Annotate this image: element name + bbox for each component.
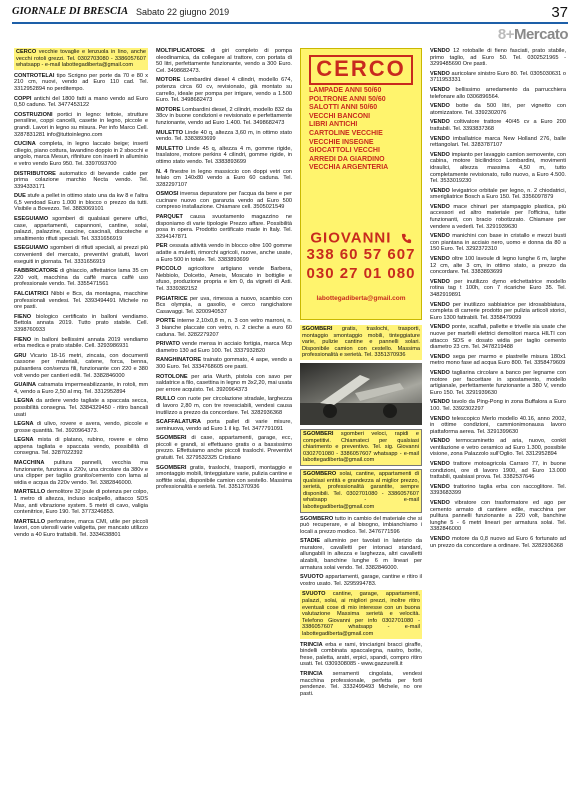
ad-keyword: VENDO bbox=[430, 119, 450, 126]
ad-text: gratis, traslochi, trasporti, montaggio smontaggio mobili, tinteggiature varie, pulizie cantine e pannelli solari. Disponibile camion con cestello. Massima professionalità e serietà. Tel. 3351370936 bbox=[302, 326, 420, 359]
ad-text: cantine, garage, appartamenti, palazzi, solai, ai migliori prezzi, inoltre ritiro eventuali cose di mio interesse con un buona valutazione Massima serietà e velocità. Telefono Giovanni per info 0302701080 - 3386057607 whatsapp - e-mail labottegadiberta@gmail.com bbox=[302, 591, 420, 637]
ad-keyword: COPPI bbox=[14, 95, 32, 102]
ad-keyword: FALCIATRICI bbox=[14, 291, 49, 297]
ad-text: manichini con base in cristallo e mezzi busti con piantana in acciaio nero, uomo e donna da 80 a 150 Euro. Tel. 3292372310 bbox=[430, 233, 566, 253]
classified-ad bbox=[14, 193, 148, 213]
classified-ad bbox=[14, 291, 148, 311]
ad-keyword: VENDO bbox=[430, 256, 450, 263]
classified-ad bbox=[156, 191, 292, 211]
ad-keyword: DUE bbox=[14, 193, 26, 200]
ad-text: in balloni bellissimi annata 2019 vendiamo erba medica e prato stabile. Cell. 3293986931 bbox=[14, 336, 148, 350]
cerco-phone-mobile: 338 60 57 607 bbox=[306, 246, 416, 263]
ad-keyword: VENDO bbox=[430, 48, 450, 54]
ad-keyword: FIENO bbox=[14, 336, 32, 343]
ad-text: per aria Wurth, pistola con savo per saldatrice a filo, casettina in legno m 3x2,20, mai usata per errore acquisto. Tel. 3920964373 bbox=[156, 373, 292, 393]
classified-ad bbox=[156, 243, 292, 263]
ad-keyword: FIENO bbox=[14, 313, 32, 320]
classified-ad bbox=[300, 538, 422, 571]
column-3 bbox=[300, 48, 422, 793]
classified-ad bbox=[430, 87, 566, 100]
ad-keyword: TRINCIA bbox=[300, 641, 323, 648]
page-number: 37 bbox=[551, 4, 568, 21]
classified-ad bbox=[430, 136, 566, 149]
cerco-item: GIOCATTOLI VECCHI bbox=[309, 147, 380, 155]
ad-text: Lombardini diesel, 2 cilindri, modello 832 da 38cv in buone condizioni e revisionato e perfettamente funzionante, vendo ad Euro 1.400. Tel. 3498682473 bbox=[156, 106, 292, 126]
ad-keyword: ROTOLONE bbox=[156, 373, 188, 380]
ad-keyword: N. 4 bbox=[156, 168, 168, 175]
ad-text: demolitore 32 joule di potenza per colpo, 1 metro di altezza, incluso scalpello, attacco SDS Max, anti vibrazione system. 5 metri di cavo, valigia contenitrice, Euro 190. Tel. 3773246853. bbox=[14, 489, 148, 516]
ad-keyword: VENDO bbox=[430, 438, 450, 445]
ad-text: sega per marmo e piastrelle misura 180x1 metro mono fase ad acqua Euro 800. Tel. 3358479609 bbox=[430, 353, 566, 367]
ad-text: antichi del 1800 fatti a mano vendo ad Euro 0,50 caduno. Tel. 3477453122 bbox=[14, 95, 148, 109]
ad-text: sgomberi veloci, rapidi e competitivi. Chiamateci per qualsiasi chiarimento e preventivo. Tel. sig. Giovanni 0302701080 - 3386057607 whatsapp - e-mail labottegadiberta@gmail.com bbox=[303, 430, 419, 464]
ad-text: vende mensa in acciaio fortigia, marca Mcp diametro 130 ad Euro 100. Tel. 3337932820 bbox=[156, 341, 292, 354]
ad-text: automatico di bevande calde per prima colazione marchio Necta vendo. Tel. 3394333171 bbox=[14, 170, 148, 190]
classified-ad bbox=[430, 152, 566, 185]
ad-text: imballatrice marca New Holland 276, balle rettangolari. Tel. 3283787107 bbox=[430, 135, 566, 149]
ad-keyword: PIGIATRICE bbox=[156, 295, 188, 302]
cerco-item: LIBRI ANTICHI bbox=[309, 121, 358, 129]
ad-text: mace chinari per stampaggio plastica, più accessori ed altro materiale per l'officina, tutte funzionanti, con bracio robotizzato. Chiamare per vendere a vederli. Tel. 3291939630 bbox=[430, 203, 566, 230]
ad-text: appartamenti, garage, cantine e ritiro il vostro usato. Tel. 3295994783. bbox=[300, 574, 422, 587]
ad-keyword: MULETTO bbox=[156, 129, 183, 136]
ad-text: interne 2,10x0,8 m, n. 3 con vetro marroni, n. 3 bianche placcate con vetro, n. 2 cieche a euro 60 caduna. Tel. 3282279207 bbox=[156, 318, 292, 338]
ad-text: mista di platano, rubino, rovere e olmo appena tagliata e spaccata vendo, possibilità di consegna. Tel. 3287022392 bbox=[14, 437, 148, 457]
ad-keyword: SVUOTO bbox=[302, 591, 326, 598]
classified-ad bbox=[430, 204, 566, 230]
classified-ad bbox=[14, 398, 148, 418]
ad-text: erba e rami, trinciarigni bracci giraffe, bindelli combinata spaccalegna, nastro, botte, frese, paletta, aratri, erpici, spandi, compro ritiro usati. Tel. 0309308085 - www.gazzurelli.it bbox=[300, 641, 422, 668]
ad-keyword: VENDO bbox=[430, 301, 450, 308]
ad-keyword: MOLTIPLICATORE bbox=[156, 48, 205, 54]
classified-ad bbox=[430, 461, 566, 481]
cerco-item: SALOTTI ANNI 50/60 bbox=[309, 104, 378, 112]
column-2 bbox=[156, 48, 292, 793]
classified-ad bbox=[14, 489, 148, 515]
ad-keyword: CERCO bbox=[16, 49, 37, 55]
ad-keyword: SGOMBERI bbox=[156, 435, 187, 442]
ad-text: di giri completo di pompa oleodinamica, da collegare al trattore, con portata di 50 litri, perfettamente funzionante, vendo a 300 Euro. Cel. 3498682473. bbox=[156, 48, 292, 74]
ad-keyword: RANGHINATORE bbox=[156, 357, 202, 364]
ad-text: Lombardini diesel 4 cilindri, modello 674, potenza circa 60 cv, revisionato, già montato su carrello, ideale per pompa per irrigare, vendo a 1.500 Euro. Tel. 3498682473 bbox=[156, 77, 292, 104]
classified-ad bbox=[156, 107, 292, 127]
ad-keyword: VENDO bbox=[430, 187, 450, 194]
ad-keyword: VENDO bbox=[430, 500, 450, 507]
ad-keyword: VENDO bbox=[430, 536, 450, 542]
page-header bbox=[12, 4, 568, 24]
phone-icon bbox=[401, 233, 412, 244]
ad-text: trattorino taglia erba con raccoglitore. Tel. 3393683399 bbox=[430, 483, 566, 497]
classified-ad bbox=[430, 399, 566, 412]
cerco-item: CARTOLINE VECCHIE bbox=[309, 129, 383, 137]
ad-keyword: VENDO bbox=[430, 399, 450, 406]
newspaper-name: GIORNALE DI BRESCIA bbox=[12, 6, 129, 17]
ad-keyword: LEGNA bbox=[14, 421, 34, 428]
ad-keyword: SGOMBERO bbox=[300, 515, 334, 522]
classified-ad bbox=[430, 500, 566, 533]
classified-ad bbox=[156, 77, 292, 103]
classified-ad bbox=[430, 370, 566, 396]
ad-keyword: SVUOTO bbox=[300, 574, 324, 581]
classified-ad bbox=[300, 590, 422, 638]
ad-keyword: SGOMBERI bbox=[156, 464, 187, 471]
ad-text: coltivatore trattore 40/45 cv a Euro 200 trattabili. Tel. 3393837368 bbox=[430, 119, 566, 132]
column-1 bbox=[14, 48, 148, 793]
ad-text: motore da 0,8 nuovo ad Euro 6 fortunato ad un prezzo da concordare a ordinare. Tel. 3282936368 bbox=[430, 536, 566, 549]
classified-ad bbox=[430, 188, 566, 201]
ad-keyword: TRINCIA bbox=[300, 670, 323, 677]
classified-ad bbox=[14, 171, 148, 191]
ad-keyword: VENDO bbox=[430, 233, 450, 240]
ad-keyword: GUAINA bbox=[14, 382, 37, 389]
ad-keyword: VENDO bbox=[430, 70, 450, 77]
ad-text: per inutilizzo dymo etichettatrice modello rotina tag t 100h, con 7 ricariche Euro 35. Tel. 3482919891 bbox=[430, 278, 566, 298]
classified-ad bbox=[14, 48, 148, 70]
ad-keyword: PER bbox=[156, 243, 168, 250]
ad-keyword: MACCHINA bbox=[14, 460, 45, 467]
cerco-item: ARREDI DA GIARDINO bbox=[309, 155, 385, 163]
ad-text: tagliarina circolare a banco per legname con motore per faccettare in spostamento, modello artigianale, perfettamente funzionante a 380 V, vendo Euro 150. Tel. 3291939630 bbox=[430, 369, 566, 396]
ad-text: tipo Scrigno per porte da 70 e 80 x 210 cm, nuovi, vendo ad Euro 110 cad. Tel. 3312952894 no perditempo. bbox=[14, 72, 148, 92]
ad-keyword: PICCOLO bbox=[156, 266, 182, 273]
ad-keyword: STADIE bbox=[300, 538, 321, 545]
ad-keyword: SCAFFALATURA bbox=[156, 419, 201, 426]
classified-ad bbox=[300, 574, 422, 587]
classified-ad bbox=[14, 421, 148, 434]
classified-ad bbox=[14, 353, 148, 379]
ad-keyword: VENDO bbox=[430, 86, 450, 93]
ad-text: bellissimo arredamento da parrucchiera telefonare allo 0306896564. bbox=[430, 86, 566, 100]
classified-ad bbox=[14, 245, 148, 265]
classified-ad bbox=[156, 374, 292, 394]
classified-ad bbox=[156, 341, 292, 354]
ad-text: trattore motoagricola Carraro 77, in buone condizioni, ore di lavoro 1900, ad Euro 13.000 trattabili, qualsiasi prova. Tel. 3382537646 bbox=[430, 461, 566, 481]
ad-keyword: LEGNA bbox=[14, 398, 34, 405]
ad-text: da ardere vendo tagliate a spaccata secca, possibilità consegna. Tel. 3384329450 - ritiro bancali usati bbox=[14, 398, 148, 418]
ad-text: pulitura pannelli, vecchia ma funzionante, funziona a 220v, una circolare da 380v e una clipper per tagliio granito/cemento con lama al widia e acqua da 220v vendo. Tel. 3382846000. bbox=[14, 460, 148, 486]
classified-ad bbox=[156, 146, 292, 166]
classified-ad bbox=[430, 302, 566, 322]
ad-keyword: OSMOSI bbox=[156, 191, 179, 198]
classified-ad bbox=[156, 169, 292, 189]
cerco-item: VECCHIE INSEGNE bbox=[309, 138, 374, 146]
classified-ad bbox=[156, 296, 292, 316]
brand-prefix: 8+ bbox=[497, 26, 514, 43]
ad-keyword: VENDO bbox=[430, 369, 450, 376]
ad-text: alluminio per tavolati in laterizio da muratore, cavalletti per intonaci standard, allungabili in altezza e larghezza, altri cavalletti alzabili, banchine lunghe 6 m lineari per armatura solai vendo. Tel. 3382846000. bbox=[300, 538, 422, 571]
classified-ad bbox=[156, 318, 292, 338]
ad-keyword: VENDO bbox=[430, 135, 450, 142]
ad-keyword: VENDO bbox=[430, 151, 450, 158]
classified-ad bbox=[14, 96, 148, 109]
ad-text: sgomberi di rifiuti speciali, ai prezzi più convenienti del mercato, preventivi gratuiti, lavori eseguiti in giornata. Tel. 3331656919 bbox=[14, 245, 148, 265]
ad-text: di case, appartamenti, garage, ecc, piccoli e grandi, si effettuano gratis o a bassissimo prezzo. Effettuiamo anche piccoli traslochi. Preventivi gratuiti. Tel. 3279532325 Cristiano bbox=[156, 435, 292, 462]
cerco-item: LAMPADE ANNI 50/60 bbox=[309, 87, 382, 94]
ad-text: gratis, traslochi, trasporti, montaggio e smontaggio mobili, tinteggiature varie, pulizia cantine e soffitte solai, disponibile camion con sestello. Massima professionalità e serietà. Tel. 3351370936 bbox=[156, 464, 292, 491]
ad-keyword: SGOMBERO bbox=[303, 470, 337, 477]
ad-text: con ruote per circolazione stradale, larghezza di lavoro 2,80 m, con tre rovesciabili, vendesi causa inutilizzo a prezzo da concordare. Tel. 3282936368 bbox=[156, 396, 292, 416]
issue-date: Sabato 22 giugno 2019 bbox=[136, 7, 230, 17]
ad-text: agricoltore artigiano vende Barbera, Nebbiolo, Dolcetto, Arneis, Moscato in bottiglie e sfuso, produzione propria e km 0, da vigneti di Asti. Tel. 3339382152 bbox=[156, 266, 292, 292]
classified-ad bbox=[156, 214, 292, 240]
classified-ad bbox=[430, 354, 566, 367]
ad-keyword: PRIVATO bbox=[156, 341, 180, 348]
classified-ad bbox=[300, 469, 422, 513]
ad-text: finestre in legno massiccio con doppi vetri con telaio cm 140x80 vendo a Euro 60 caduna. Tel. 3282297107 bbox=[156, 168, 292, 188]
classified-ad bbox=[156, 48, 292, 74]
classified-ad bbox=[14, 141, 148, 167]
ad-text: tavolo da Ping-Pong in zona Buffalora a Euro 100. Tel. 3392302297 bbox=[430, 399, 566, 412]
ad-text: ponte, scaffali, pallette e trivelle sia usate che nuove per martelli elettrici demolitori marca HILTI con attacco SDS e dosato widia per taglio cemento diametro 23 cm. Tel. 3478219488 bbox=[430, 324, 566, 351]
ad-text: completa, in legno laccato beige; inserti ciliegio, piano cottura, lavandino doppio in 2 sbocchi e angolo, marca Mesun, rifiniture con inserti in alluminio e vetro vendo Euro 950. Tel. 3397093700 bbox=[14, 141, 148, 167]
classified-ad bbox=[430, 324, 566, 350]
ad-text: sgomberi di qualsiasi genere uffici, case, appartamenti, capannoni, cantine, solai, palazzi, palazzine, cascine, cascinali, discoteche e smaltimento rifiuti speciali. Tel. 3331656919 bbox=[14, 216, 148, 242]
classified-ad bbox=[430, 279, 566, 299]
cerco-contact-name bbox=[301, 229, 421, 247]
ad-keyword: SGOMBERI bbox=[303, 430, 334, 437]
ad-text: solai, cantine, appartamenti di qualsiasi entità e grandezza al miglior prezzo, serietà, professionalità garantite, sempre disponibili. Tel. 0302701080 - 3386057607 whatsapp - e-mail labottegadiberta@gmail.com bbox=[303, 470, 419, 510]
classifieds-columns bbox=[14, 48, 566, 793]
ad-text: vecchie tovaglie e lenzuola in lino, anche vecchi rotoli grezzi. Tel. 0302703080 - 3386057607 whatsapp - e-mail labottegadiberta@gmail.com bbox=[16, 49, 146, 69]
ad-text: per inutilizzo sabbiatrice per idrosabbiatura, completa di carrerie prodotto per pulizia articoli storici, Euro 1300 fattrabili. Tel. 3358479099 bbox=[430, 301, 566, 321]
classified-ad bbox=[156, 396, 292, 416]
ad-text: per uva, rimessa a nuovo, scambio con Bcs olympia, a gasolio, e cerco rangichatore Casavaggi. Tel. 3200940537 bbox=[156, 295, 292, 315]
ad-text: Linde 40 q, altezza 3,60 m, in ottimo stato vendo. Tel. 3383893699 bbox=[156, 129, 292, 143]
ad-keyword: SGOMBERI bbox=[302, 326, 333, 332]
ad-text: causa svuotamento magazzino ne disponiamo di varie tipologie Prezzo affare. Possibilità posa in opera. Prodotto certificato made in Italy. Tel. 3294147871 bbox=[156, 214, 292, 240]
ad-keyword: DISTRIBUTORE bbox=[14, 170, 56, 177]
classified-ad bbox=[14, 382, 148, 395]
classified-ad bbox=[156, 465, 292, 491]
ad-keyword: VENDO bbox=[430, 203, 450, 210]
classified-ad bbox=[430, 233, 566, 253]
classified-ad bbox=[14, 460, 148, 486]
ad-keyword: FABBRICATORE bbox=[14, 268, 58, 275]
classified-ad bbox=[156, 435, 292, 461]
cerco-item: VECCHI BANCONI bbox=[309, 112, 371, 120]
ad-text: Linde 45 q, altezza 4 m, gomme rigide, traslatore, motore perkins 4 cilindri, gomme rigide, in ottimo stato vendo. Tel. 3383893699 bbox=[156, 145, 292, 165]
classified-ad bbox=[300, 671, 422, 697]
ad-text: cessata attività vendo in blocco oltre 100 gomme adatte a muletti, rimorchi agricoli, nuove, anche usate, a Euro 500 in totale. Tel. 3383893699 bbox=[156, 243, 292, 263]
ad-text: porta pallet di varie misure, seminuova, vendo ad Euro 1 il kg. Tel. 3477791091 bbox=[156, 419, 292, 432]
column-3-ads bbox=[300, 325, 422, 697]
ad-text: levigatrice orbitale per legno, n. 2 chiodatrici, smerigliatrice Bosch a Euro 150. Tel. 3356097879 bbox=[430, 187, 566, 201]
ad-text: serramenti cingolata, vendesi macchina professionale, perfetta per forti pendenze. Tel. 3332499493 Michele, no ore pasti. bbox=[300, 670, 422, 697]
classified-ad bbox=[430, 103, 566, 116]
cerco-title: CERCO bbox=[309, 55, 413, 85]
classified-ad bbox=[300, 642, 422, 668]
ad-keyword: PORTE bbox=[156, 318, 176, 325]
classified-ad bbox=[430, 438, 566, 458]
ad-text: vibratore con trasformatore ed ago per cemento armato di cantiere edile, macchina per pulitura pannelli funzionante a 220 volt, banchine lunghe 5 - 6 metri lineari per armatura solai. Tel. 3382846000 bbox=[430, 500, 566, 533]
classified-ad bbox=[14, 73, 148, 93]
classified-ad bbox=[14, 437, 148, 457]
classified-ad bbox=[430, 71, 566, 84]
ad-text: telescopico Merlo modello 40.16, anno 2002, in ottime condizioni, cammionimonausa lavoro piattaforma aerea. Tel. 3291399630 bbox=[430, 415, 566, 435]
classified-ad bbox=[430, 119, 566, 132]
ad-keyword: ESEGUIAMO bbox=[14, 216, 49, 223]
machinery-photo bbox=[300, 363, 422, 425]
ad-keyword: LEGNA bbox=[14, 437, 34, 444]
ad-keyword: VENDO bbox=[430, 461, 450, 468]
section-brand bbox=[498, 26, 568, 44]
classified-ad bbox=[430, 536, 566, 549]
cerco-phone-landline: 030 27 01 080 bbox=[306, 265, 416, 282]
ad-text: oltre 100 lavoule di legno lunghe 6 m, larghe 12 cm, alte 3 cm, in ottimo stato, a prezzo da concordare. Tel. 3383893699 bbox=[430, 256, 566, 276]
classified-ad bbox=[156, 357, 292, 370]
classified-ad bbox=[156, 266, 292, 292]
classified-ad bbox=[14, 337, 148, 350]
classified-ad bbox=[300, 325, 422, 360]
ad-keyword: RULLO bbox=[156, 396, 176, 403]
ad-keyword: MOTORE bbox=[156, 77, 181, 84]
ad-text: termocaminetto ad aria, nuovo, conkit ventilazione e vetro ceramico ad Euro 1.300, possibile visione, zona Palazzolo sull'Oglio. Tel. 3312952894 bbox=[430, 438, 566, 458]
cerco-item: POLTRONE ANNI 50/60 bbox=[309, 95, 386, 103]
brand-label: Mercato bbox=[513, 26, 568, 43]
classified-ad bbox=[14, 216, 148, 242]
ad-text: portici in legno: tettoie, strutture pensiline, coppi cancelli, casette in legno, piccole e grandi. Lavori in legno su misura. Per info Marco Cell. 3287831281 info@tuttoinlegno.com bbox=[14, 111, 148, 138]
ad-text: impianto per lavaggio camion semovente, con cabina, motore bicilindrico Lombardini, movimenti idraulici, altezza massima 4,50 m, tutto completamente revisionato, rullo nuovo, a Euro 4.500. Tel. 3533019230 bbox=[430, 151, 566, 185]
classified-ad bbox=[14, 268, 148, 288]
ad-text: catramata impermeabilizzante, in rotoli, mm 4, vendo a Euro 2,50 al mq. Tel. 3312952894 bbox=[14, 382, 148, 395]
ad-text: trainato gommato, 4 aspe, vendo a 300 Euro. Tel. 3334768605 ore pasti. bbox=[156, 357, 292, 370]
ad-text: di ghiaccio, affettatrice lama 35 cm 220 volt, macchina da caffè marca caffè uso professionale vendo. Tel. 3355471561 bbox=[14, 268, 148, 288]
classified-ad bbox=[156, 419, 292, 432]
ad-text: 12 rotoballe di fieno fasciati, prato stabile, primo taglio, ad Euro 50. Tel. 0302521965 - 3299485690 Ore pasti. bbox=[430, 48, 566, 68]
ad-text: auricolare sinistro Euro 80. Tel. 0305030631 o 3711953331 bbox=[430, 70, 566, 84]
classified-ad bbox=[430, 256, 566, 276]
ad-keyword: VENDO bbox=[430, 415, 450, 422]
classified-ad bbox=[300, 429, 422, 466]
ad-keyword: MARTELLO bbox=[14, 489, 46, 496]
classified-ad bbox=[14, 314, 148, 334]
ad-text: Nibbi e Bcs, da montagna, macchine professionali vendesi. Tel. 3393494491 Michele no ore pasti. bbox=[14, 291, 148, 311]
ad-keyword: PARQUET bbox=[156, 214, 183, 221]
classified-ad bbox=[14, 519, 148, 539]
ad-keyword: VENDO bbox=[430, 324, 450, 331]
classified-ad bbox=[300, 516, 422, 536]
ad-keyword: MOTORE bbox=[156, 106, 181, 113]
ad-keyword: VENDO bbox=[430, 353, 450, 360]
ad-keyword: VENDO bbox=[430, 103, 450, 110]
ad-keyword: GRU bbox=[14, 352, 27, 359]
classified-ad bbox=[14, 112, 148, 138]
ad-keyword: MARTELLO bbox=[14, 518, 46, 525]
classified-ad bbox=[430, 484, 566, 497]
cerco-advertisement bbox=[300, 48, 422, 320]
ad-keyword: VENDO bbox=[430, 483, 450, 490]
ad-text: botte da 500 litri, per vignetto con atomizzatore. Tel. 3392302076 bbox=[430, 103, 566, 116]
ad-text: di ulivo, rovere e avera, vendo, piccole e grosse quantità. Tel. 3920964373. bbox=[14, 421, 148, 434]
ad-text: tutto in cambio del materiale che si può recuperare, e al bisogno, imbianchiamo i locali a prezzo modico. Tel. 3476771596 bbox=[300, 515, 422, 535]
contact-name-text: GIOVANNI bbox=[310, 229, 392, 247]
classified-ad bbox=[156, 130, 292, 143]
ad-text: perforatore, marca CMI, utile per piccoli lavori, con utensili varie valigetta, per mancato utilizzo vendo a 40 Euro trattabili. Tel. 3334638801 bbox=[14, 518, 148, 538]
ad-text: inversa depuratore per l'acqua da bere e per cucinare nuovo con garanzia vendo ad Euro 500 compreso installazione. Chiamare cell. 3505021549 bbox=[156, 191, 292, 211]
ad-text: biologico certificato in balloni vendiamo. Bettola annata 2019. Tutto prato stabile. Cell. 3398760933 bbox=[14, 313, 148, 333]
ad-text: Vicario 18-16 metri, zincata, con documenti cassone per materiali, catene, forca, benna, pulsantiera con/senza fili, funzionante con 220 e 380 volt vendo per cantieri edili. Tel. 3382846000 bbox=[14, 352, 148, 379]
ad-keyword: COSTRUZIONI bbox=[14, 111, 53, 118]
ad-keyword: CUCINA bbox=[14, 141, 36, 148]
column-4 bbox=[430, 48, 566, 793]
ad-keyword: MULETTO bbox=[156, 145, 183, 152]
classified-ad bbox=[430, 416, 566, 436]
cerco-email: labottegadiberta@gmail.com bbox=[316, 295, 406, 302]
ad-keyword: CONTROTELAI bbox=[14, 72, 55, 79]
cerco-item: VECCHIA ARGENTERIA bbox=[309, 164, 389, 172]
classified-ad bbox=[430, 48, 566, 68]
cerco-items-list bbox=[309, 87, 419, 173]
ad-keyword: VENDO bbox=[430, 278, 450, 285]
ad-keyword: ESEGUIAMO bbox=[14, 245, 49, 252]
ad-text: stufe a pellet in ottimo stato una da kw 8 e l'altra 6,5 vendoad Euro 1.000 in blocco o prezzo da tutti. Visibile a Bovezzo. Tel. 3883069101 bbox=[14, 193, 148, 213]
